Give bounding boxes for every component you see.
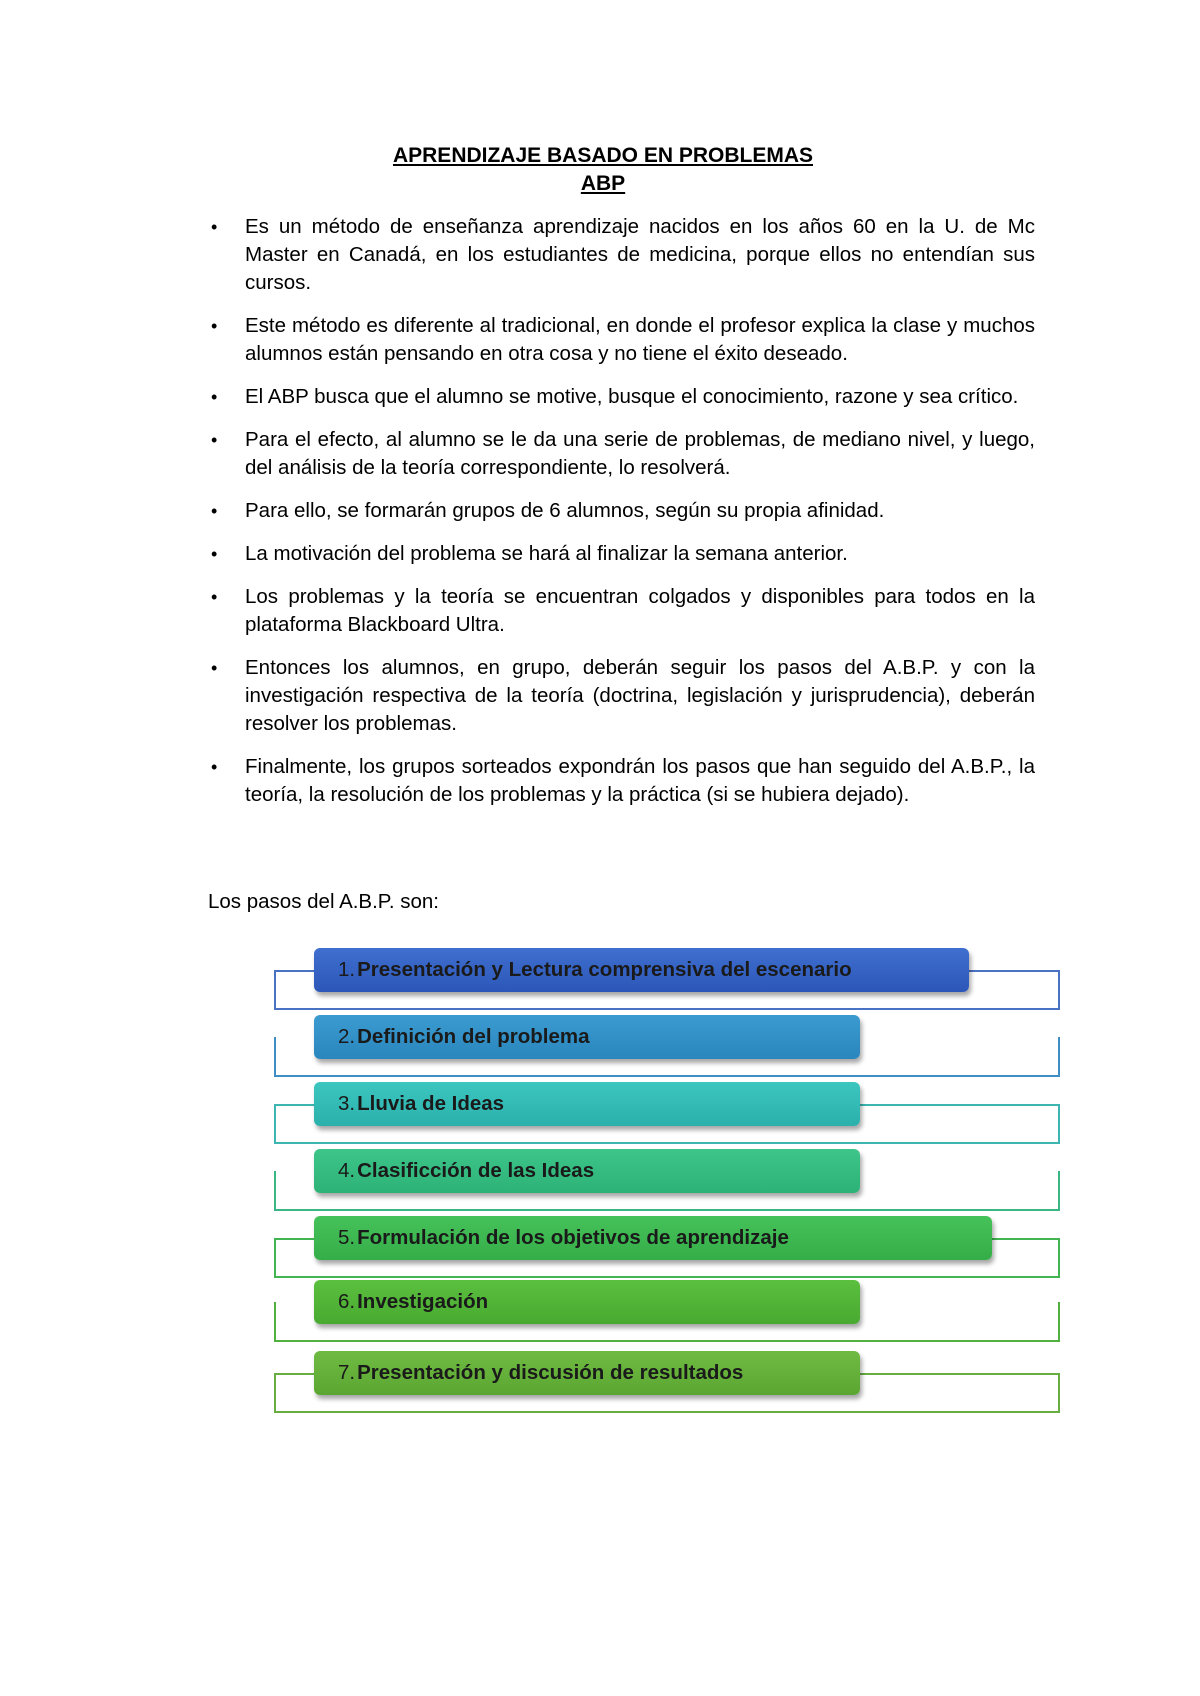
bullet-text: Finalmente, los grupos sorteados expondrán los pasos que han seguido del A.B.P., la teoría, la resolución de los problemas y la práctica (si se hubiera dejado).	[245, 755, 1035, 806]
title-line-main: APRENDIZAJE BASADO EN PROBLEMAS	[392, 144, 814, 167]
step-3-box	[314, 1082, 860, 1126]
step-label: Presentación y discusión de resultados	[357, 1361, 744, 1384]
bullet-icon: •	[211, 658, 218, 678]
bullet-text: Para ello, se formarán grupos de 6 alumnos, según su propia afinidad.	[245, 499, 885, 522]
step-number: 1.	[338, 958, 356, 981]
step-label: Investigación	[357, 1290, 489, 1313]
step-label: Clasificción de las Ideas	[357, 1159, 595, 1182]
step-label: Formulación de los objetivos de aprendizaje	[357, 1226, 789, 1249]
step-2-box	[314, 1015, 860, 1059]
bullet-text: El ABP busca que el alumno se motive, busque el conocimiento, razone y sea crítico.	[245, 385, 1019, 408]
title-line-acronym: ABP	[580, 172, 626, 195]
bullet-text: Los problemas y la teoría se encuentran colgados y disponibles para todos en la plataforma Blackboard Ultra.	[245, 585, 1035, 636]
bullet-icon: •	[211, 316, 218, 336]
step-5-box	[314, 1216, 992, 1260]
bullet-icon: •	[211, 217, 218, 237]
step-6-box	[314, 1280, 860, 1324]
step-number: 3.	[338, 1092, 356, 1115]
step-label: Presentación y Lectura comprensiva del escenario	[357, 958, 852, 981]
bullet-icon: •	[211, 544, 218, 564]
bullet-icon: •	[211, 430, 218, 450]
steps-intro: Los pasos del A.B.P. son:	[208, 890, 439, 913]
step-7-box	[314, 1351, 860, 1395]
step-number: 2.	[338, 1025, 356, 1048]
bullet-icon: •	[211, 387, 218, 407]
bullet-icon: •	[211, 501, 218, 521]
bullet-text: Entonces los alumnos, en grupo, deberán seguir los pasos del A.B.P. y con la investigación respectiva de la teoría (doctrina, legislación y jurisprudencia), deberán resolver los problemas.	[245, 656, 1035, 735]
bullet-icon: •	[211, 757, 218, 777]
step-label: Lluvia de Ideas	[357, 1092, 505, 1115]
step-1-box	[314, 948, 969, 992]
step-number: 5.	[338, 1226, 356, 1249]
step-number: 7.	[338, 1361, 356, 1384]
bullet-text: Este método es diferente al tradicional, en donde el profesor explica la clase y muchos alumnos están pensando en otra cosa y no tiene el éxito deseado.	[245, 314, 1035, 365]
step-number: 4.	[338, 1159, 356, 1182]
bullet-icon: •	[211, 587, 218, 607]
bullet-text: La motivación del problema se hará al finalizar la semana anterior.	[245, 542, 848, 565]
step-label: Definición del problema	[357, 1025, 590, 1048]
bullet-text: Para el efecto, al alumno se le da una serie de problemas, de mediano nivel, y luego, del análisis de la teoría correspondiente, lo resolverá.	[245, 428, 1035, 479]
bullet-text: Es un método de enseñanza aprendizaje nacidos en los años 60 en la U. de Mc Master en Canadá, en los estudiantes de medicina, porque ellos no entendían sus cursos.	[245, 215, 1035, 294]
step-4-box	[314, 1149, 860, 1193]
step-number: 6.	[338, 1290, 356, 1313]
